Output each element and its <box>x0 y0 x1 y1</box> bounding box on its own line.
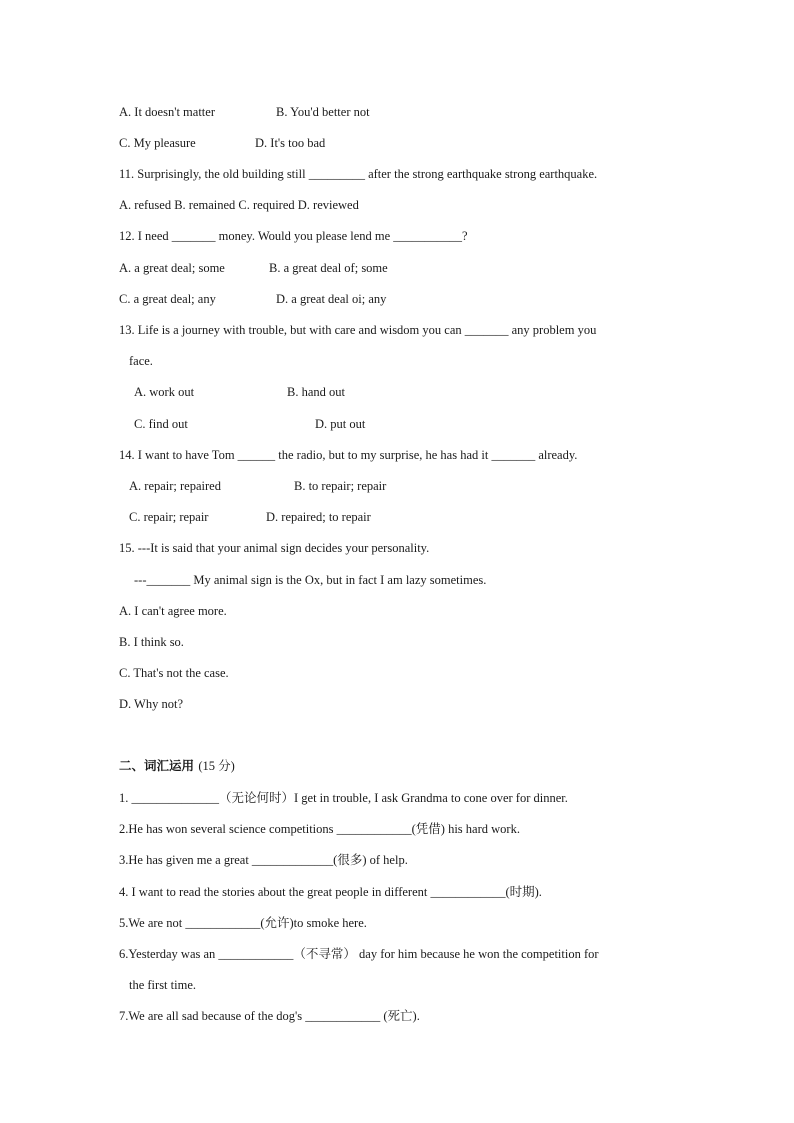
q13-stem: 13. Life is a journey with trouble, but with care and wisdom you can _______ any problem you <box>119 323 597 337</box>
q14-option-a: A. repair; repaired <box>129 479 221 493</box>
q12-option-b: B. a great deal of; some <box>269 261 388 275</box>
q15-reply: ---_______ My animal sign is the Ox, but in fact I am lazy sometimes. <box>134 573 487 587</box>
q10-option-d: D. It's too bad <box>255 136 326 150</box>
q12-stem: 12. I need _______ money. Would you please lend me ___________? <box>119 229 468 243</box>
vocab-item-1: 1. ______________（无论何时）I get in trouble, I ask Grandma to cone over for dinner. <box>119 791 568 805</box>
vocab-item-5: 5.We are not ____________(允许)to smoke here. <box>119 916 367 930</box>
section-heading <box>119 758 235 774</box>
q15-stem: 15. ---It is said that your animal sign decides your personality. <box>119 541 430 555</box>
vocab-item-3: 3.He has given me a great _____________(很多) of help. <box>119 853 408 867</box>
q12-option-d: D. a great deal oi; any <box>276 292 387 306</box>
section-points: (15 分) <box>198 759 235 773</box>
q13-stem-continued: face. <box>129 354 153 368</box>
q10-option-b: B. You'd better not <box>276 105 370 119</box>
section-title: 二、词汇运用 <box>119 758 195 773</box>
vocab-item-7: 7.We are all sad because of the dog's ____________ (死亡). <box>119 1009 420 1023</box>
vocab-item-4: 4. I want to read the stories about the great people in different ____________(时期). <box>119 885 542 899</box>
q15-option-d: D. Why not? <box>119 697 183 711</box>
q10-option-c: C. My pleasure <box>119 136 196 150</box>
vocab-item-6-continued: the first time. <box>129 978 196 992</box>
q13-option-a: A. work out <box>134 385 195 399</box>
q12-option-a: A. a great deal; some <box>119 261 225 275</box>
q15-option-a: A. I can't agree more. <box>119 604 227 618</box>
q13-option-d: D. put out <box>315 417 366 431</box>
q14-option-d: D. repaired; to repair <box>266 510 371 524</box>
q15-option-c: C. That's not the case. <box>119 666 229 680</box>
q13-option-b: B. hand out <box>287 385 345 399</box>
q11-stem: 11. Surprisingly, the old building still _________ after the strong earthquake strong earthquake. <box>119 167 598 181</box>
q14-option-c: C. repair; repair <box>129 510 209 524</box>
q10-option-a: A. It doesn't matter <box>119 105 215 119</box>
q14-stem: 14. I want to have Tom ______ the radio, but to my surprise, he has had it _______ already. <box>119 448 578 462</box>
vocab-item-6: 6.Yesterday was an ____________（不寻常） day for him because he won the competition for <box>119 947 599 961</box>
q14-option-b: B. to repair; repair <box>294 479 387 493</box>
q12-option-c: C. a great deal; any <box>119 292 216 306</box>
q13-option-c: C. find out <box>134 417 188 431</box>
vocab-item-2: 2.He has won several science competitions ____________(凭借) his hard work. <box>119 822 520 836</box>
q11-options: A. refused B. remained C. required D. reviewed <box>119 198 359 212</box>
q15-option-b: B. I think so. <box>119 635 184 649</box>
